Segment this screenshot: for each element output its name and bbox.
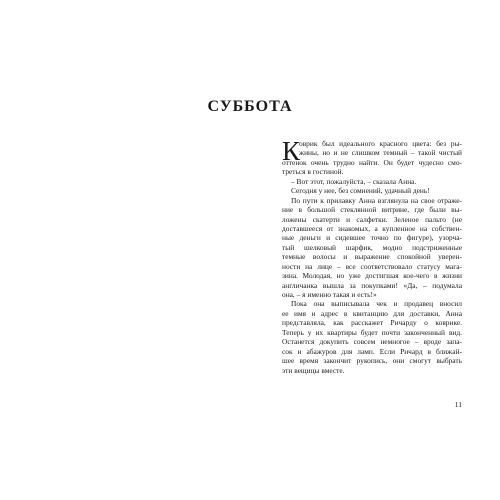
- text-line: сок и абажуров для ламп. Если Ричард в ближай-: [282, 346, 462, 356]
- chapter-title: СУББОТА: [207, 98, 293, 115]
- text-line: оврик был идеального красного цвета: без ры-: [299, 139, 462, 148]
- text-line: По пути к прилавку Анна взглянула на свое отраже-: [291, 195, 462, 205]
- text-line: ее имя и адрес в квитанцию для доставки, Анна: [282, 308, 462, 318]
- text-line: темные волосы и выражение спокойной уверен-: [282, 252, 462, 262]
- drop-cap: К: [282, 136, 301, 166]
- text-line: англичанка вышла за покупками! «Да, – подумала: [282, 280, 462, 290]
- text-line: оттенок очень трудно найти. Он будет чудесно смо-: [282, 157, 462, 167]
- text-line: ние в большой стеклянной витрине, где были вы-: [282, 205, 462, 215]
- text-line: треться в гостиной.: [282, 167, 344, 177]
- text-line: она, – я именно такая и есть!»: [282, 290, 377, 299]
- text-line: представляла, как расскажет Ричарду о коврике.: [282, 318, 462, 328]
- text-line: ные деньги и сидевшее точно по фигуре), узорча-: [282, 233, 462, 243]
- page-number: 11: [454, 400, 462, 409]
- body-text: [282, 136, 462, 375]
- text-line: шее время закончит рукопись, они смогут выбрать: [282, 356, 462, 366]
- text-line: эти вещицы вместе.: [282, 365, 345, 375]
- text-line: доставшееся от знакомых, а купленное на собствен-: [282, 223, 462, 233]
- text-line: ложены скатерти и салфетки. Зеленое пальто (не: [282, 214, 462, 224]
- text-line: тый шелковый шарфик, модно подстриженные: [282, 242, 462, 252]
- text-line: Останется докупить совсем немногое – вроде запа-: [282, 337, 462, 347]
- text-line: Пока она выписывала чек и продавец вносил: [291, 299, 462, 309]
- text-line: – Вот этот, пожалуйста, – сказала Анна.: [291, 176, 417, 186]
- text-line: жины, но и не слишком темный – такой чистый: [299, 148, 462, 158]
- text-line: ности на лице – все соответствовало статусу мага-: [282, 261, 462, 271]
- text-line: Теперь у их квартиры будет почти законченный вид.: [282, 327, 462, 337]
- text-line: Сегодня у нее, без сомнений, удачный день!: [291, 186, 430, 196]
- text-line: зина. Молодая, но уже достигшая кое-чего в жизни: [282, 271, 462, 281]
